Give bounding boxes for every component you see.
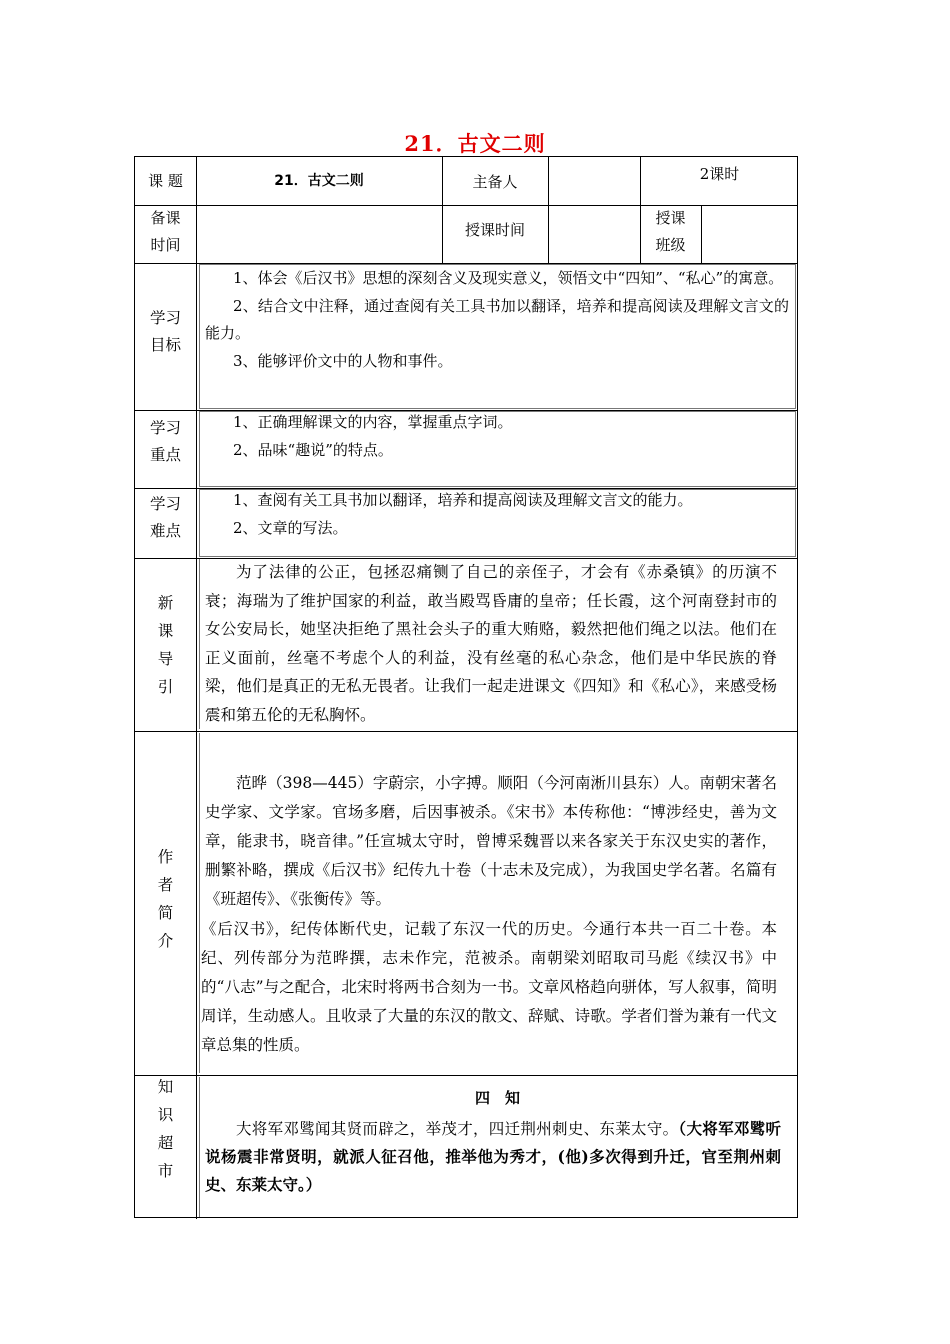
keypoint-item: 1、正确理解课文的内容，掌握重点字词。 [233,413,513,431]
row-divider [135,1075,797,1076]
label-line: 学习 [149,495,181,513]
label-char: 引 [157,678,174,696]
topic-value: 21．古文二则 [274,173,364,189]
document-title: 21．古文二则 [404,131,546,156]
author-paragraph-2: 《后汉书》，纪传体断代史，记载了东汉一代的历史。今通行本共一百二十卷。本纪、列传部分为范晔撰，志未作完，范被杀。南朝梁刘昭取司马彪《续汉书》中的“八志”与之配合，北宋时将两书合刻为一书。文章风格趋向骈体，写人叙事，简明周详，生动感人。且收录了大量的东汉的散文、辞赋、诗歌。学者们誉为兼有一代文章总集的性质。 [201,920,777,1054]
author-label [135,843,196,955]
author-frame-edge [199,733,200,1073]
label-char: 知 [157,1078,174,1096]
label-line: 重点 [149,446,181,464]
knowledge-text [205,1115,781,1199]
goal-item: 2、结合文中注释，通过查阅有关工具书加以翻译，培养和提高阅读及理解文言文的能力。 [205,296,789,342]
label-char: 介 [157,932,174,950]
lesson-plan-table [134,156,798,1218]
row-divider [135,731,797,732]
column-divider [196,157,197,1219]
label-line: 学习 [149,309,181,327]
knowledge-original: 大将军邓骘闻其贤而辟之，举茂才，四迁荆州刺史、东莱太守。 [236,1120,679,1138]
prep-label-line: 时间 [150,236,181,254]
label-line: 难点 [149,522,181,540]
difficulties-label [135,491,196,545]
label-char: 课 [157,622,174,640]
class-label-line: 班级 [655,236,686,254]
prep-time-label [135,205,196,259]
goal-item: 3、能够评价文中的人物和事件。 [233,351,453,370]
label-char: 导 [157,650,174,668]
keypoints-label [135,415,196,469]
label-char: 超 [157,1134,174,1152]
knowledge-heading: 四 知 [474,1089,520,1107]
knowledge-label [135,1073,196,1185]
label-char: 新 [157,594,174,612]
label-char: 作 [157,848,174,866]
author-paragraph-1: 范晔（398—445）字蔚宗，小字搏。顺阳（今河南淅川县东）人。南朝宋著名史学家、文学家。官场多磨，后因事被杀。《宋书》本传称他：“博涉经史，善为文章，能隶书，晓音律。”任宣城太守时，曾博采魏晋以来各家关于东汉史实的著作，删繁补略，撰成《后汉书》纪传九十卷（十志未及完成），为我国史学名著。名篇有《班超传》、《张衡传》等。 [205,774,777,908]
difficulty-item: 1、查阅有关工具书加以翻译，培养和提高阅读及理解文言文的能力。 [233,491,693,509]
lead-label: 主备人 [472,173,518,191]
column-divider [548,157,549,263]
knowledge-translation: （大将军邓骘听说杨震非常贤明，就派人征召他，推举他为秀才，(他)多次得到升迁，官至荆州刺史、东莱太守。） [205,1119,781,1194]
goal-item: 1、体会《后汉书》思想的深刻含义及现实意义，领悟文中“四知”、“私心”的寓意。 [233,269,784,287]
difficulties-list [205,487,789,542]
column-divider [701,205,702,263]
keypoint-item: 2、品味“趣说”的特点。 [233,440,393,459]
hours-value: 2课时 [699,165,740,183]
teach-time-label: 授课时间 [464,221,525,239]
keypoints-list [205,409,789,464]
label-line: 学习 [149,419,181,437]
intro-label [135,589,196,701]
label-char: 简 [157,904,174,922]
goals-list [205,265,789,375]
label-line: 目标 [149,336,181,354]
goals-label [135,305,196,359]
class-label-line: 授课 [655,209,686,227]
class-label [640,205,701,259]
topic-label: 课 题 [148,172,183,190]
label-char: 市 [157,1162,174,1180]
difficulty-item: 2、文章的写法。 [233,518,348,537]
label-char: 识 [157,1106,174,1124]
intro-paragraph: 为了法律的公正，包拯忍痛铡了自己的亲侄子，才会有《赤桑镇》的历演不衰；海瑞为了维护国家的利益，敢当殿骂昏庸的皇帝；任长霞，这个河南登封市的女公安局长，她坚决拒绝了黑社会头子的重大贿赂，毅然把他们绳之以法。他们在正义面前，丝毫不考虑个人的利益，没有丝毫的私心杂念，他们是中华民族的脊梁，他们是真正的无私无畏者。让我们一起走进课文《四知》和《私心》，来感受杨震和第五伦的无私胸怀。 [205,563,777,724]
intro-frame-edge [199,559,200,729]
label-char: 者 [157,876,174,894]
prep-label-line: 备课 [150,209,181,227]
